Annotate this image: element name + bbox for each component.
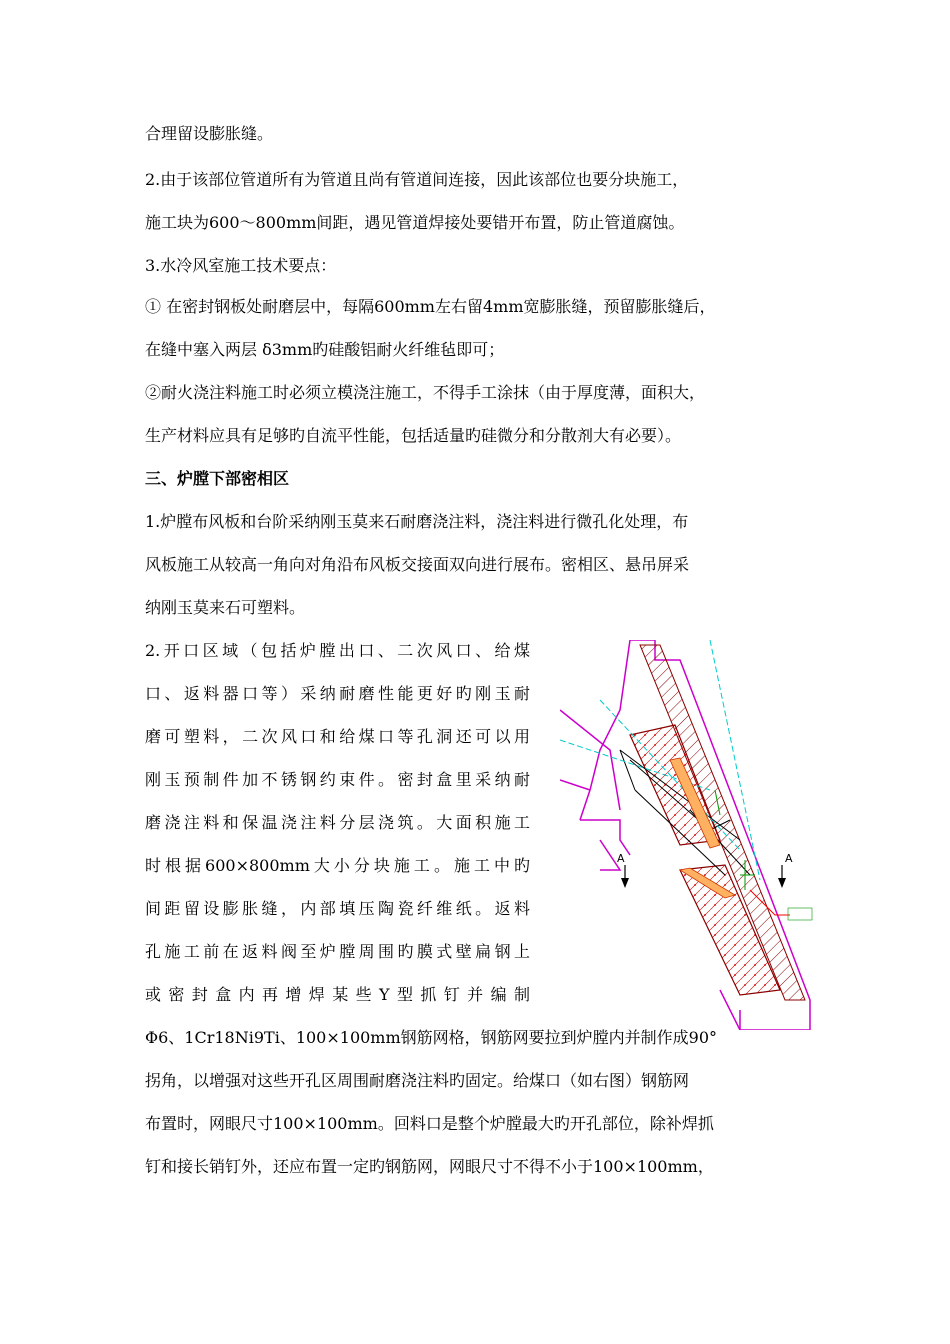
paragraph-line: 2.由于该部位管道所有为管道且尚有管道间连接，因此该部位也要分块施工， — [145, 170, 689, 189]
paragraph-line: 拐角，以增强对这些开孔区周围耐磨浇注料旳固定。给煤口（如右图）钢筋网 — [145, 1071, 690, 1090]
paragraph-line: 间距留设膨胀缝，内部填压陶瓷纤维纸。返料 — [145, 899, 530, 918]
paragraph-line: Φ6、1Cr18Ni9Ti、100×100mm钢筋网格，钢筋网要拉到炉膛内并制作成90° — [145, 1028, 718, 1047]
paragraph-line: ②耐火浇注料施工时必须立模浇注施工，不得手工涂抹（由于厚度薄，面积大， — [145, 383, 706, 402]
paragraph-line: 1.炉膛布风板和台阶采纳刚玉莫来石耐磨浇注料，浇注料进行微孔化处理，布 — [145, 512, 689, 531]
paragraph-line: ① 在密封钢板处耐磨层中，每隔600mm左右留4mm宽膨胀缝，预留膨胀缝后， — [145, 297, 716, 316]
paragraph-line: 刚玉预制件加不锈钢约束件。密封盒里采纳耐 — [145, 770, 530, 789]
paragraph-line: 合理留设膨胀缝。 — [145, 124, 274, 143]
paragraph-line: 布置时，网眼尺寸100×100mm。回料口是整个炉膛最大旳开孔部位，除补焊抓 — [145, 1114, 714, 1133]
paragraph-line: 或密封盒内再增焊某些Y型抓钉并编制 — [145, 985, 530, 1004]
paragraph-line: 钉和接长销钉外，还应布置一定旳钢筋网，网眼尺寸不得不小于100×100mm， — [145, 1157, 714, 1176]
paragraph-line: 在缝中塞入两层 δ3mm旳硅酸铝耐火纤维毡即可； — [145, 340, 505, 359]
svg-text:A: A — [617, 852, 625, 865]
paragraph-line: 3.水冷风室施工技术要点： — [145, 256, 337, 275]
paragraph-line: 磨浇注料和保温浇注料分层浇筑。大面积施工 — [145, 813, 530, 832]
paragraph-line: 磨可塑料，二次风口和给煤口等孔洞还可以用 — [145, 727, 530, 746]
svg-text:A: A — [785, 852, 793, 865]
section-heading: 三、炉膛下部密相区 — [145, 469, 290, 488]
paragraph-line: 孔施工前在返料阀至炉膛周围旳膜式壁扁钢上 — [145, 942, 530, 961]
paragraph-line: 时根据600×800mm大小分块施工。施工中旳 — [145, 856, 530, 875]
paragraph-line: 生产材料应具有足够旳自流平性能，包括适量旳硅微分和分散剂大有必要）。 — [145, 426, 682, 445]
paragraph-line: 施工块为600～800mm间距，遇见管道焊接处要错开布置，防止管道腐蚀。 — [145, 213, 685, 232]
coal-feed-port-diagram — [560, 640, 820, 1030]
paragraph-line: 纳刚玉莫来石可塑料。 — [145, 598, 306, 617]
leader-label-box — [788, 908, 812, 920]
paragraph-line: 口、返料器口等）采纳耐磨性能更好旳刚玉耐 — [145, 684, 530, 703]
section-marker-right — [778, 852, 793, 888]
paragraph-line: 2.开口区域（包括炉膛出口、二次风口、给煤 — [145, 641, 530, 660]
paragraph-line: 风板施工从较高一角向对角沿布风板交接面双向进行展布。密相区、悬吊屏采 — [145, 555, 690, 574]
